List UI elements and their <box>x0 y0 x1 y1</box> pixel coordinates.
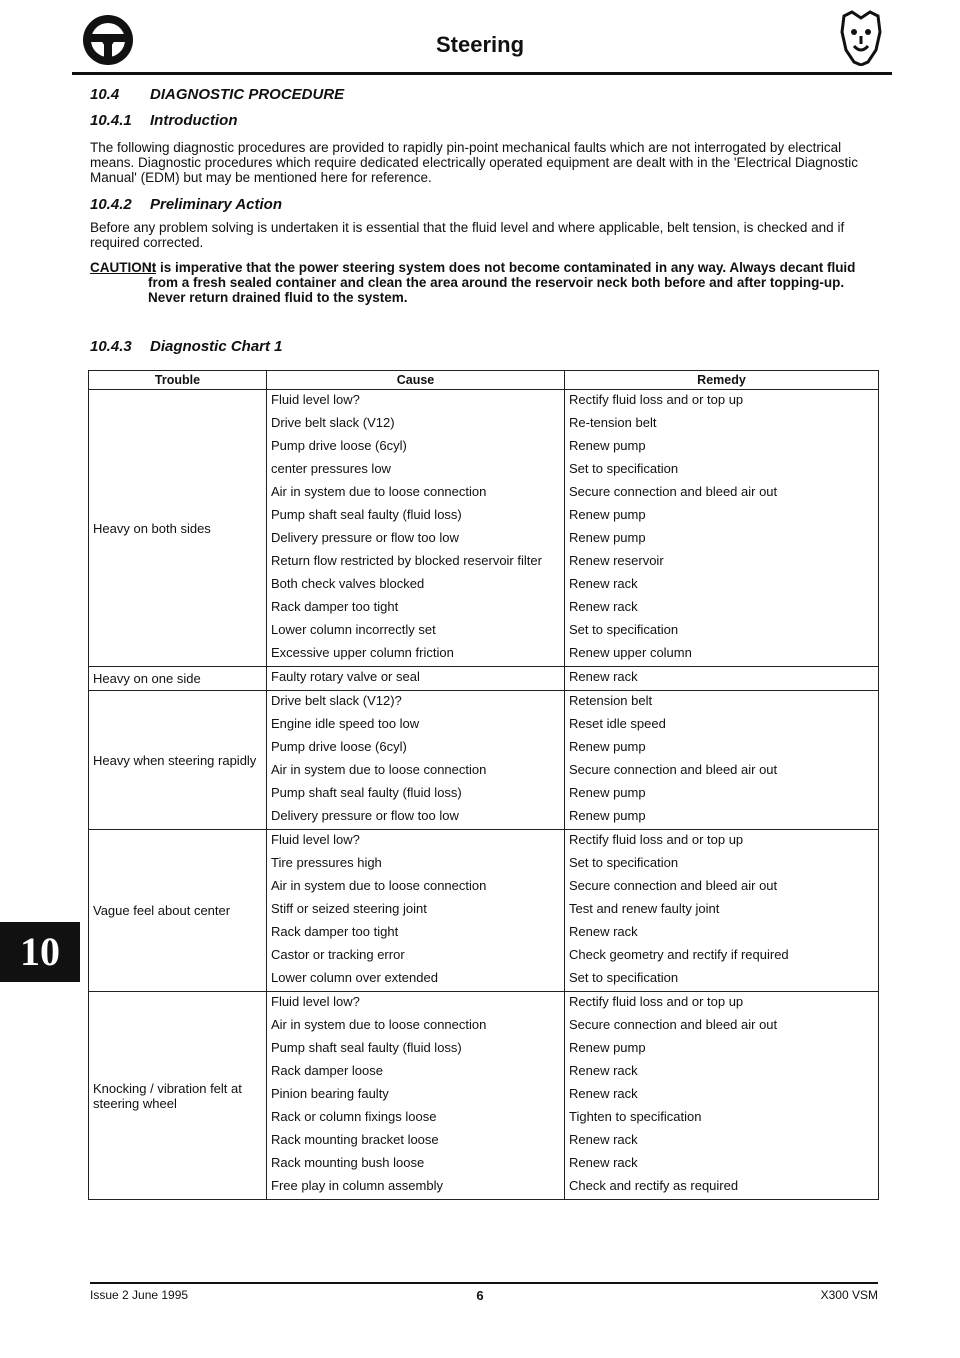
section-heading-10-4-2 <box>90 196 282 213</box>
remedy-cell: Retension belt <box>565 691 879 715</box>
trouble-group <box>89 992 879 1200</box>
remedy-cell: Renew rack <box>565 597 879 620</box>
page-title: Steering <box>435 32 525 57</box>
remedy-cell: Renew pump <box>565 1038 879 1061</box>
section-title: Preliminary Action <box>150 196 282 213</box>
column-header-trouble: Trouble <box>89 371 267 390</box>
remedy-cell: Renew rack <box>565 1130 879 1153</box>
cause-cell: Rack damper too tight <box>267 597 565 620</box>
footer-rule <box>90 1282 878 1284</box>
trouble-group <box>89 691 879 830</box>
remedy-cell: Secure connection and bleed air out <box>565 482 879 505</box>
remedy-cell: Renew pump <box>565 737 879 760</box>
trouble-cell: Knocking / vibration felt at steering wheel <box>89 992 267 1200</box>
remedy-cell: Renew pump <box>565 528 879 551</box>
cause-cell: Pump drive loose (6cyl) <box>267 436 565 459</box>
remedy-cell: Tighten to specification <box>565 1107 879 1130</box>
cause-cell: Pump shaft seal faulty (fluid loss) <box>267 1038 565 1061</box>
remedy-cell: Renew pump <box>565 783 879 806</box>
cause-cell: Pump shaft seal faulty (fluid loss) <box>267 783 565 806</box>
section-number: 10.4 <box>90 86 120 103</box>
preliminary-paragraph: Before any problem solving is undertaken it is essential that the fluid level and where applicable, belt tension, is checked and if required corrected. <box>90 220 845 250</box>
section-title: Diagnostic Chart 1 <box>150 338 283 355</box>
cause-cell: Engine idle speed too low <box>267 714 565 737</box>
remedy-cell: Renew pump <box>565 436 879 459</box>
cause-cell: Drive belt slack (V12) <box>267 413 565 436</box>
cause-cell: Rack mounting bush loose <box>267 1153 565 1176</box>
cause-cell: Pump drive loose (6cyl) <box>267 737 565 760</box>
section-tab-marker: 10 <box>0 922 80 982</box>
remedy-cell: Check and rectify as required <box>565 1176 879 1200</box>
trouble-cell: Heavy when steering rapidly <box>89 691 267 830</box>
remedy-cell: Set to specification <box>565 459 879 482</box>
remedy-cell: Renew rack <box>565 574 879 597</box>
cause-cell: Air in system due to loose connection <box>267 482 565 505</box>
remedy-cell: Check geometry and rectify if required <box>565 945 879 968</box>
cause-cell: Fluid level low? <box>267 390 565 414</box>
footer-issue-date: Issue 2 June 1995 <box>90 1288 189 1302</box>
cause-cell: Pump shaft seal faulty (fluid loss) <box>267 505 565 528</box>
trouble-cell: Vague feel about center <box>89 830 267 992</box>
section-title: Introduction <box>150 112 238 129</box>
cause-cell: Air in system due to loose connection <box>267 760 565 783</box>
trouble-cell: Heavy on one side <box>89 667 267 691</box>
remedy-cell: Secure connection and bleed air out <box>565 1015 879 1038</box>
remedy-cell: Renew rack <box>565 1084 879 1107</box>
remedy-cell: Set to specification <box>565 968 879 992</box>
section-title: DIAGNOSTIC PROCEDURE <box>150 86 345 103</box>
remedy-cell: Secure connection and bleed air out <box>565 876 879 899</box>
cause-cell: Rack mounting bracket loose <box>267 1130 565 1153</box>
cause-cell: Lower column incorrectly set <box>267 620 565 643</box>
remedy-cell: Test and renew faulty joint <box>565 899 879 922</box>
section-number: 10.4.3 <box>90 338 132 355</box>
cause-cell: Delivery pressure or flow too low <box>267 806 565 830</box>
remedy-cell: Reset idle speed <box>565 714 879 737</box>
cause-cell: Rack or column fixings loose <box>267 1107 565 1130</box>
remedy-cell: Renew rack <box>565 922 879 945</box>
remedy-cell: Rectify fluid loss and or top up <box>565 390 879 414</box>
cause-cell: Delivery pressure or flow too low <box>267 528 565 551</box>
section-number: 10.4.1 <box>90 112 132 129</box>
remedy-cell: Set to specification <box>565 620 879 643</box>
remedy-cell: Renew pump <box>565 806 879 830</box>
table-row <box>89 830 879 854</box>
table-row <box>89 390 879 414</box>
cause-cell: Rack damper loose <box>267 1061 565 1084</box>
cause-cell: Both check valves blocked <box>267 574 565 597</box>
cause-cell: Return flow restricted by blocked reservoir filter <box>267 551 565 574</box>
cause-cell: Fluid level low? <box>267 992 565 1016</box>
remedy-cell: Renew upper column <box>565 643 879 667</box>
remedy-cell: Rectify fluid loss and or top up <box>565 992 879 1016</box>
caution-note <box>90 260 880 305</box>
page-number: 6 <box>476 1288 484 1303</box>
cause-cell: Lower column over extended <box>267 968 565 992</box>
cause-cell: Tire pressures high <box>267 853 565 876</box>
cause-cell: Drive belt slack (V12)? <box>267 691 565 715</box>
cause-cell: Castor or tracking error <box>267 945 565 968</box>
remedy-cell: Re-tension belt <box>565 413 879 436</box>
table-header-row <box>89 371 879 390</box>
section-number: 10.4.2 <box>90 196 132 213</box>
remedy-cell: Rectify fluid loss and or top up <box>565 830 879 854</box>
cause-cell: Excessive upper column friction <box>267 643 565 667</box>
section-heading-10-4 <box>90 86 344 103</box>
column-header-cause: Cause <box>267 371 565 390</box>
section-heading-10-4-1 <box>90 112 237 129</box>
remedy-cell: Secure connection and bleed air out <box>565 760 879 783</box>
section-heading-10-4-3 <box>90 338 283 355</box>
remedy-cell: Set to specification <box>565 853 879 876</box>
cause-cell: Faulty rotary valve or seal <box>267 667 565 691</box>
trouble-cell: Heavy on both sides <box>89 390 267 667</box>
table-row <box>89 691 879 715</box>
remedy-cell: Renew rack <box>565 1061 879 1084</box>
trouble-group <box>89 667 879 691</box>
header-rule <box>72 72 892 75</box>
cause-cell: Air in system due to loose connection <box>267 876 565 899</box>
trouble-group <box>89 830 879 992</box>
remedy-cell: Renew rack <box>565 1153 879 1176</box>
jaguar-head-icon <box>838 10 884 66</box>
caution-text: It is imperative that the power steering system does not become contaminated in any way. Always decant fluid from a fresh sealed container and clean the area around the reservoir neck both before and after topping-up. Never return drained fluid to the system. <box>148 260 856 305</box>
cause-cell: center pressures low <box>267 459 565 482</box>
remedy-cell: Renew rack <box>565 667 879 691</box>
intro-paragraph: The following diagnostic procedures are provided to rapidly pin-point mechanical faults which are not interrogated by electrical means. Diagnostic procedures which require dedicated electrically operated equipment are dealt with in the 'Electrical Diagnostic Manual' (EDM) but may be mentioned here for reference. <box>90 140 858 185</box>
caution-label: CAUTION: <box>90 260 156 275</box>
column-header-remedy: Remedy <box>565 371 879 390</box>
trouble-group <box>89 390 879 667</box>
cause-cell: Free play in column assembly <box>267 1176 565 1200</box>
remedy-cell: Renew pump <box>565 505 879 528</box>
table-row <box>89 992 879 1016</box>
diagnostic-chart-table <box>88 370 879 1200</box>
cause-cell: Pinion bearing faulty <box>267 1084 565 1107</box>
table-row <box>89 667 879 691</box>
remedy-cell: Renew reservoir <box>565 551 879 574</box>
cause-cell: Air in system due to loose connection <box>267 1015 565 1038</box>
cause-cell: Fluid level low? <box>267 830 565 854</box>
cause-cell: Stiff or seized steering joint <box>267 899 565 922</box>
footer-manual-code: X300 VSM <box>820 1288 878 1302</box>
cause-cell: Rack damper too tight <box>267 922 565 945</box>
